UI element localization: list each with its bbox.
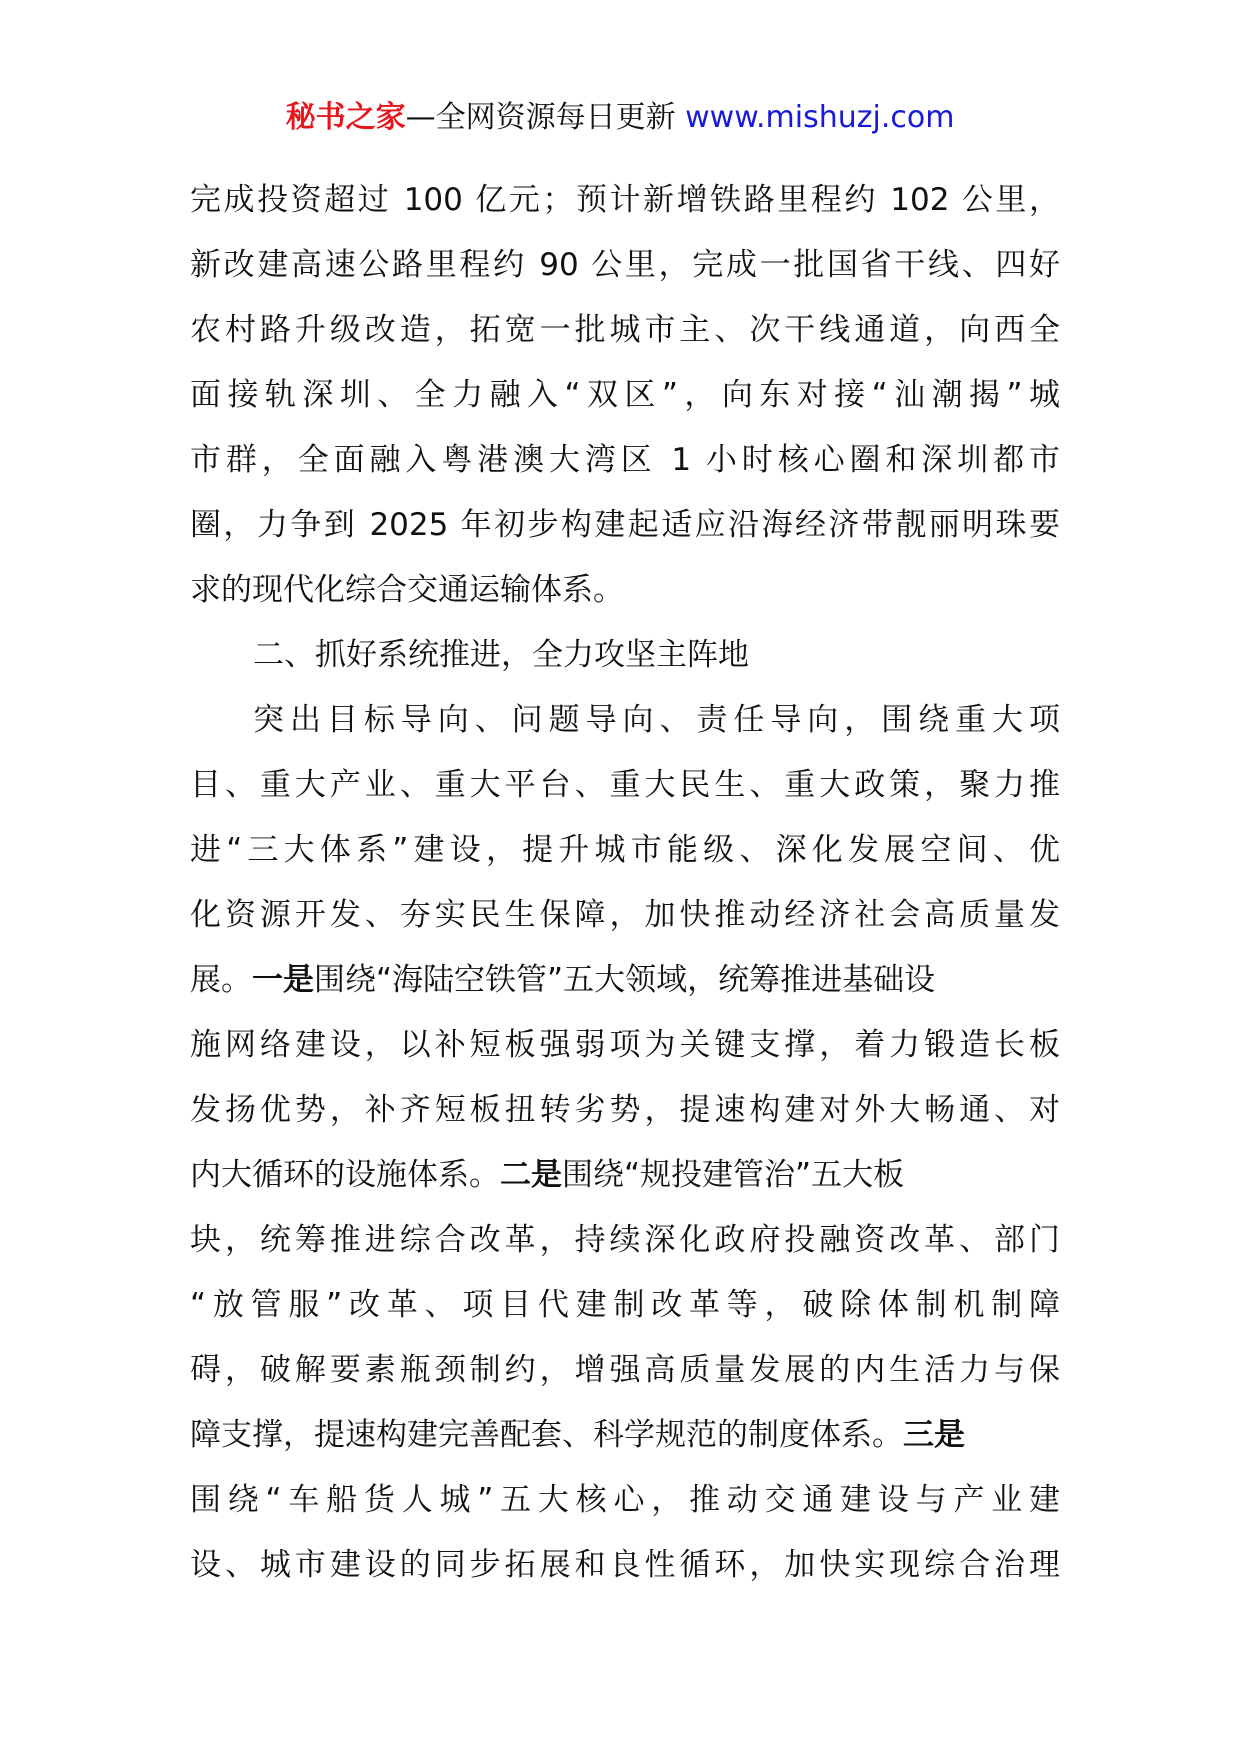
text-line-17: 块，统筹推进综合改革，持续深化政府投融资改革、部门 (190, 1222, 1060, 1258)
bold-marker-first: 一是 (252, 962, 314, 998)
text-line-1: 完成投资超过 100 亿元；预计新增铁路里程约 102 公里， (190, 182, 1060, 218)
text-line-22: 设、城市建设的同步拓展和良性循环，加快实现综合治理 (190, 1547, 1060, 1583)
text-line-9: 突出目标导向、问题导向、责任导向，围绕重大项 (253, 702, 1060, 738)
text-line-3: 农村路升级改造，拓宽一批城市主、次干线通道，向西全 (190, 312, 1060, 348)
text-line-15: 发扬优势，补齐短板扭转劣势，提速构建对外大畅通、对 (190, 1092, 1060, 1128)
document-body (190, 168, 1060, 1598)
text-line-12: 化资源开发、夯实民生保障，加快推动经济社会高质量发 (190, 897, 1060, 933)
text-segment: 围绕“规投建管治”五大板 (562, 1157, 905, 1193)
brand-name: 秘书之家 (285, 100, 406, 135)
bold-marker-second: 二是 (500, 1157, 562, 1193)
site-url-link[interactable]: www.mishuzj.com (685, 100, 955, 135)
text-line-7: 求的现代化综合交通运输体系。 (190, 572, 624, 608)
text-line-19: 碍，破解要素瓶颈制约，增强高质量发展的内生活力与保 (190, 1352, 1060, 1388)
text-line-20 (190, 1403, 1060, 1468)
text-line-13 (190, 948, 1060, 1013)
text-line-5: 市群，全面融入粤港澳大湾区 1 小时核心圈和深圳都市 (190, 442, 1060, 478)
text-line-18: “放管服”改革、项目代建制改革等，破除体制机制障 (190, 1287, 1060, 1323)
text-line-4: 面接轨深圳、全力融入“双区”，向东对接“汕潮揭”城 (190, 377, 1060, 413)
text-line-2: 新改建高速公路里程约 90 公里，完成一批国省干线、四好 (190, 247, 1060, 283)
header-tagline: —全网资源每日更新 (405, 100, 686, 135)
text-segment: 障支撑，提速构建完善配套、科学规范的制度体系。 (190, 1417, 903, 1453)
text-line-14: 施网络建设，以补短板强弱项为关键支撑，着力锻造长板 (190, 1027, 1060, 1063)
section-heading: 二、抓好系统推进，全力攻坚主阵地 (253, 637, 749, 673)
text-line-10: 目、重大产业、重大平台、重大民生、重大政策，聚力推 (190, 767, 1060, 803)
text-segment: 展。 (190, 962, 252, 998)
text-line-16 (190, 1143, 1060, 1208)
page-header (0, 98, 1240, 138)
text-line-11: 进“三大体系”建设，提升城市能级、深化发展空间、优 (190, 832, 1060, 868)
text-line-6: 圈，力争到 2025 年初步构建起适应沿海经济带靓丽明珠要 (190, 507, 1060, 543)
text-line-21: 围绕“车船货人城”五大核心，推动交通建设与产业建 (190, 1482, 1060, 1518)
text-segment: 内大循环的设施体系。 (190, 1157, 500, 1193)
text-segment: 围绕“海陆空铁管”五大领域，统筹推进基础设 (314, 962, 936, 998)
bold-marker-third: 三是 (903, 1417, 965, 1453)
